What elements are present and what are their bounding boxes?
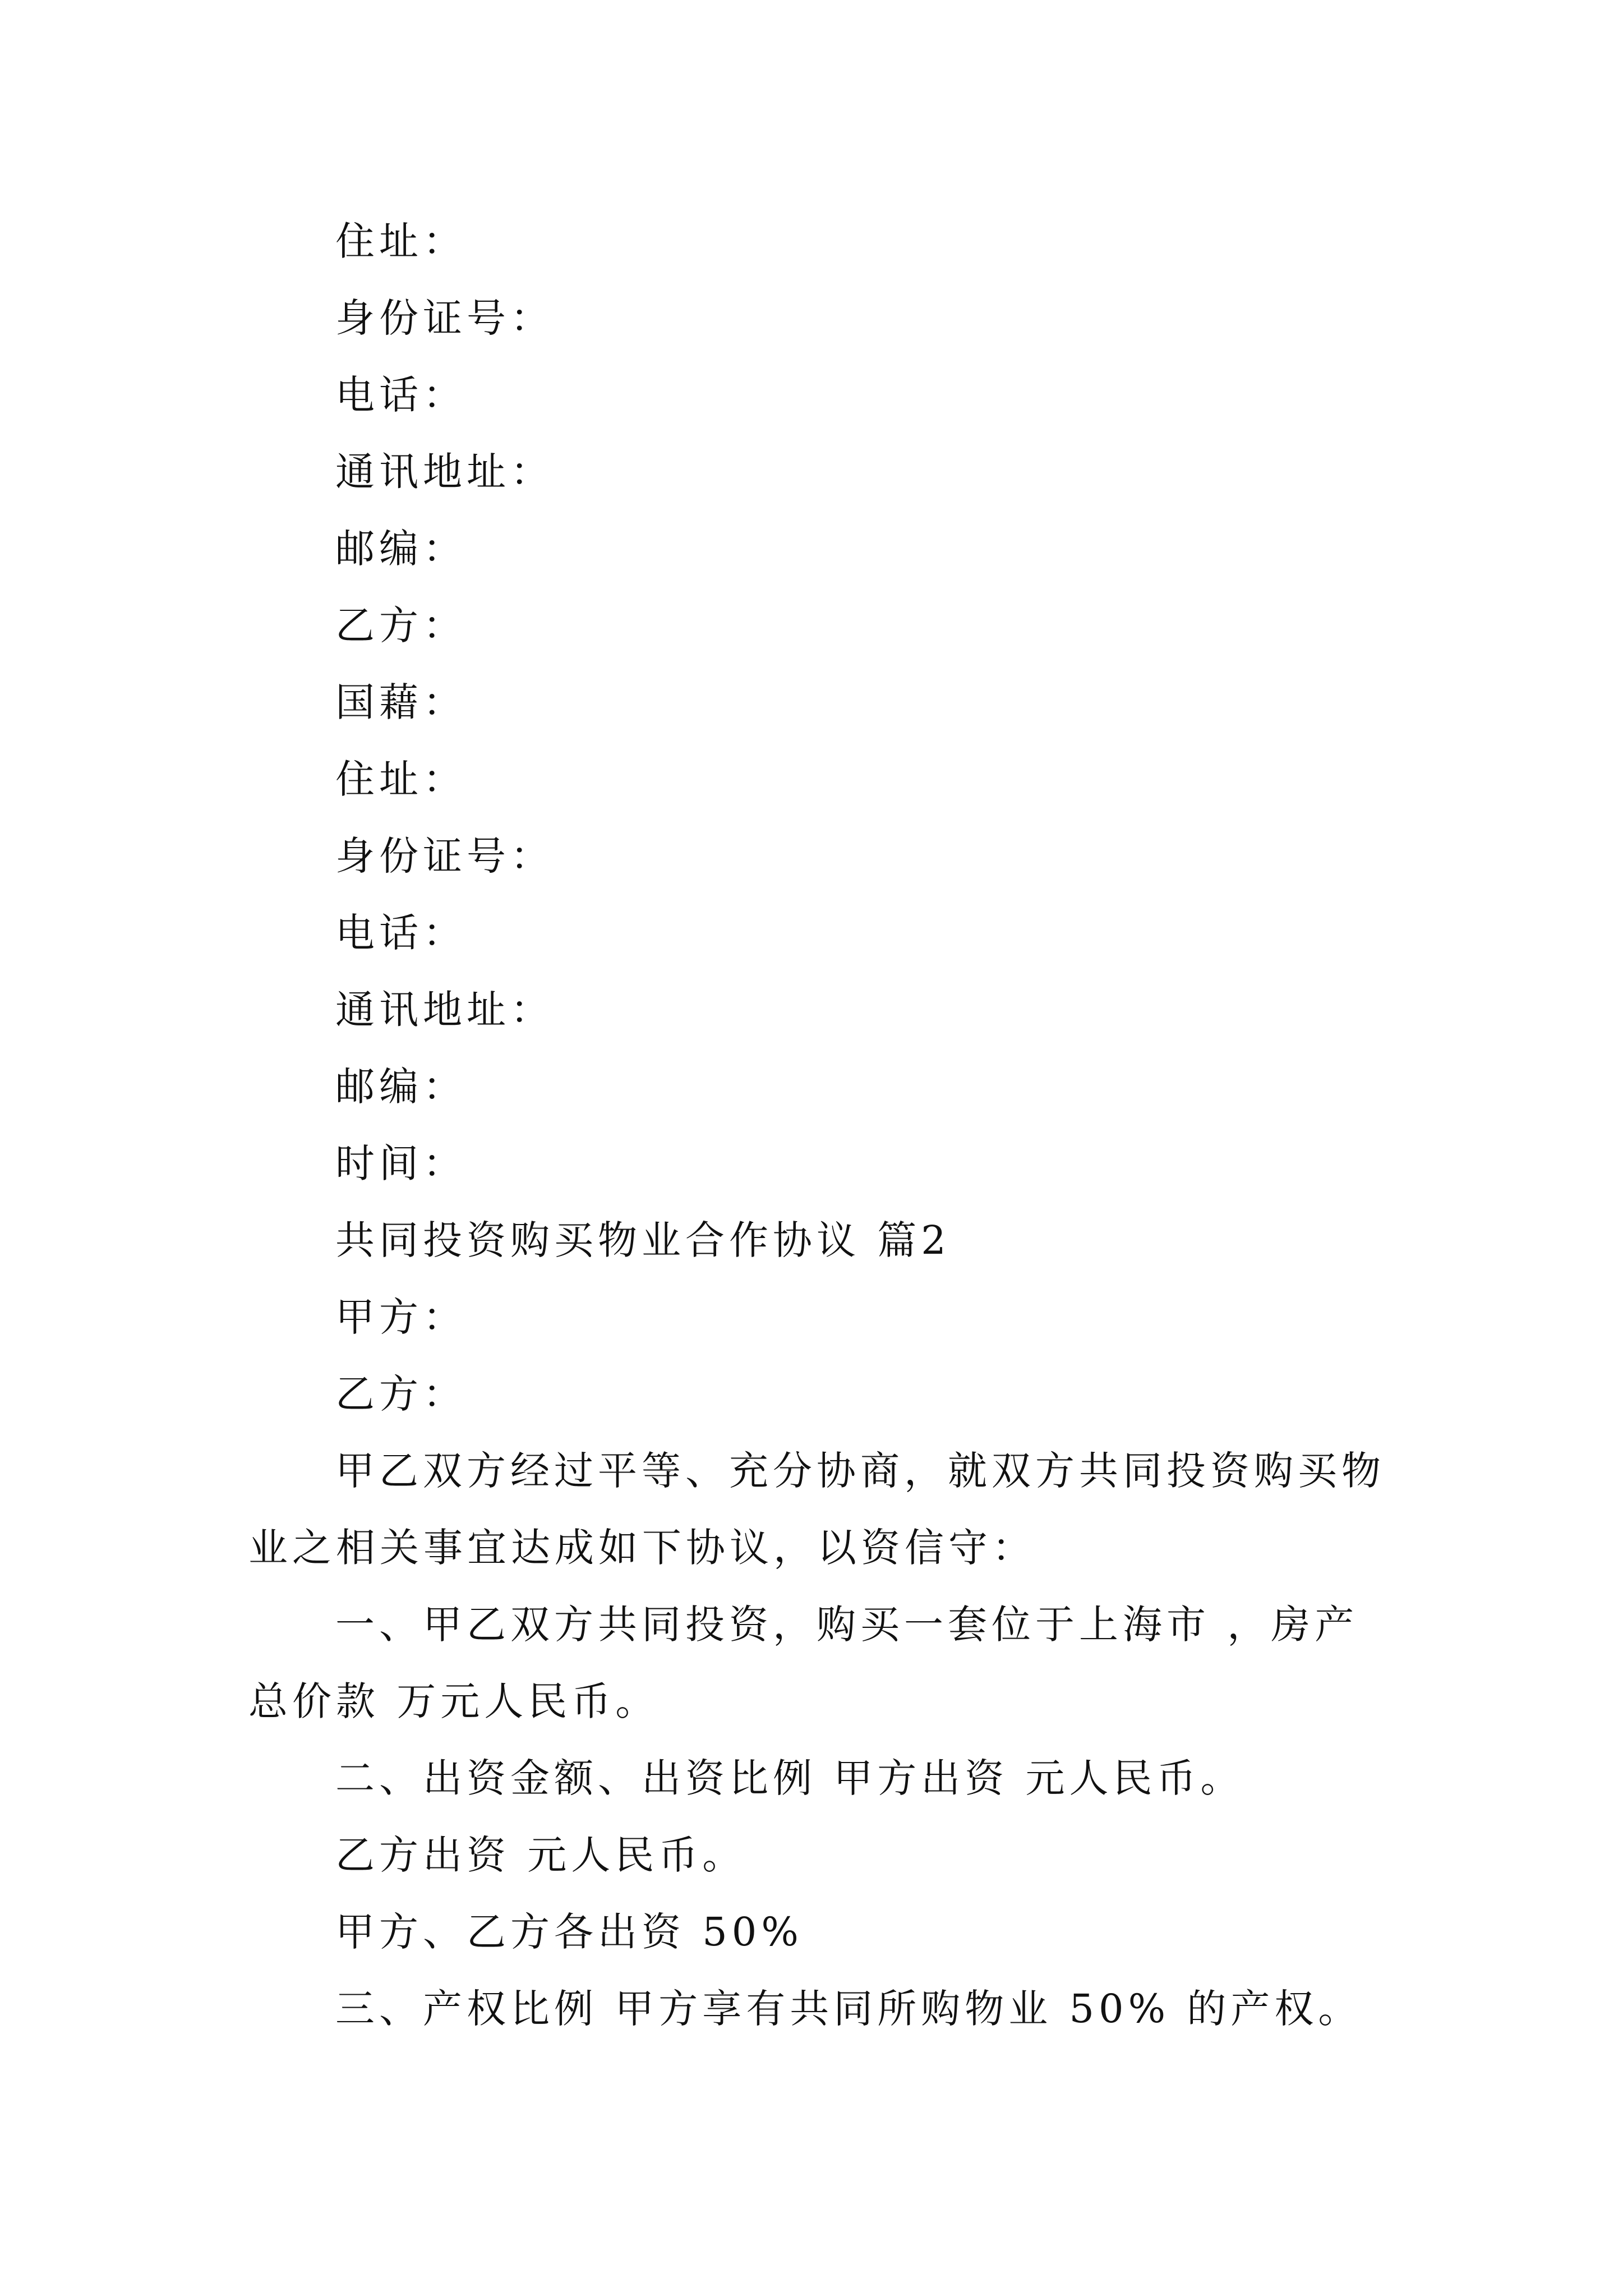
text-line: 乙方： [335, 1371, 467, 1417]
paragraph-line: 一、甲乙双方共同投资，购买一套位于上海市 ，房产 [335, 1602, 1359, 1648]
text-line: 通讯地址： [335, 987, 554, 1033]
paragraph-line: 三、产权比例 甲方享有共同所购物业 50% 的产权。 [335, 1986, 1362, 2032]
paragraph-line: 甲乙双方经过平等、充分协商，就双方共同投资购买物 [335, 1448, 1385, 1494]
paragraph-line: 总价款 万元人民币。 [248, 1678, 660, 1724]
paragraph-line: 甲方、乙方各出资 50% [335, 1909, 803, 1955]
text-line: 国藉： [335, 679, 467, 725]
text-line: 邮编： [335, 526, 467, 572]
section-heading: 共同投资购买物业合作协议 篇2 [335, 1217, 951, 1263]
paragraph-line: 业之相关事宜达成如下协议，以资信守： [248, 1525, 1036, 1571]
text-line: 邮编： [335, 1064, 467, 1110]
text-line: 身份证号： [335, 833, 554, 879]
text-line: 时间： [335, 1140, 467, 1186]
text-line: 身份证号： [335, 295, 554, 341]
text-line: 电话： [335, 372, 467, 418]
paragraph-line: 二、出资金额、出资比例 甲方出资 元人民币。 [335, 1755, 1244, 1801]
text-line: 通讯地址： [335, 449, 554, 495]
text-line: 乙方： [335, 602, 467, 648]
text-line: 住址： [335, 756, 467, 802]
text-line: 电话： [335, 910, 467, 956]
paragraph-line: 乙方出资 元人民币。 [335, 1832, 746, 1878]
text-line: 甲方： [335, 1294, 467, 1340]
text-line: 住址： [335, 218, 467, 264]
